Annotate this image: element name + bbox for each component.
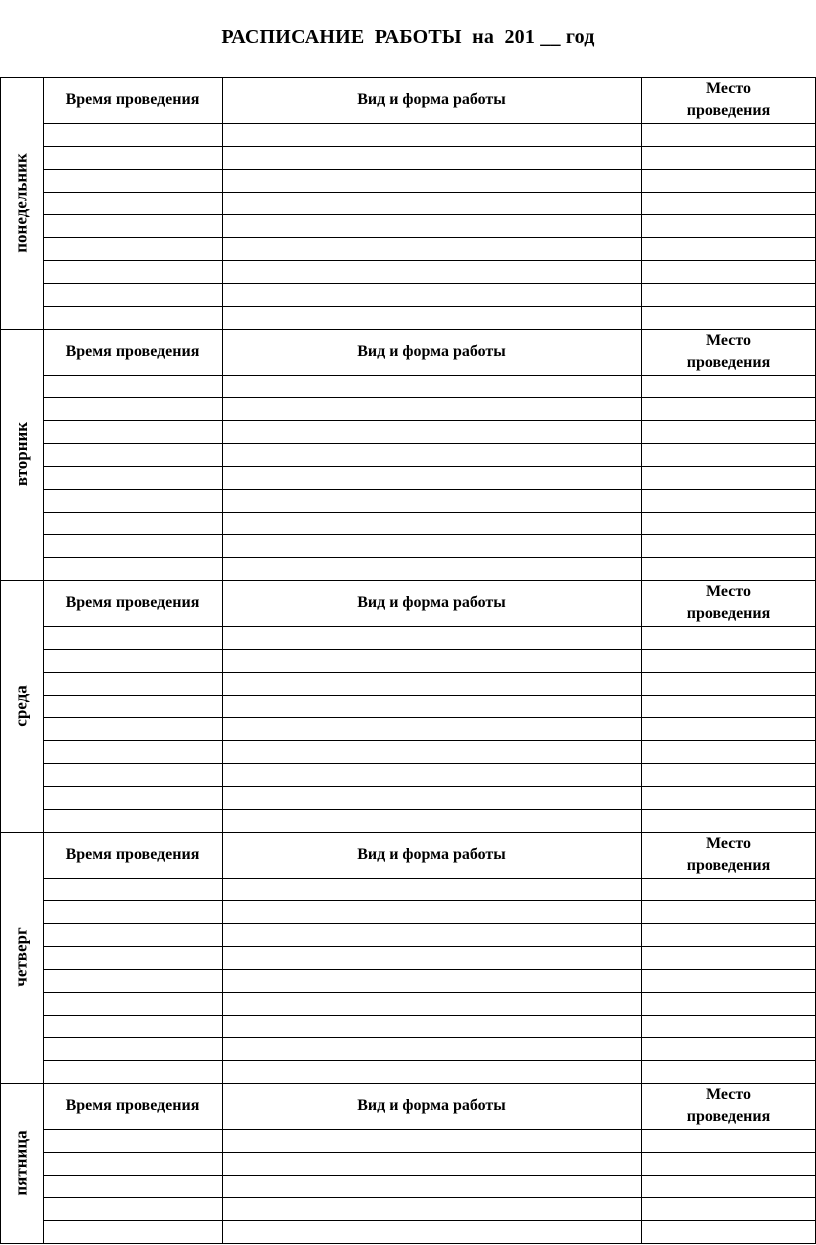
table-row [43, 443, 816, 444]
table-row [43, 1060, 816, 1061]
column-divider [641, 329, 642, 581]
table-row [43, 900, 816, 901]
table-row [43, 1197, 816, 1198]
column-header-time: Время проведения [65, 1097, 200, 1114]
header-divider [43, 1129, 816, 1130]
column-header-activity: Вид и форма работы [357, 91, 506, 108]
day-label: вторник [12, 422, 32, 487]
table-row [43, 1015, 816, 1016]
column-header-place-line1: Место [706, 1086, 751, 1103]
table-row [43, 557, 816, 558]
table-row [43, 1220, 816, 1221]
day-label-cell [1, 832, 43, 1084]
table-row [43, 466, 816, 467]
day-label: четверг [12, 927, 32, 987]
column-divider [641, 77, 642, 329]
column-divider [222, 832, 223, 1084]
column-header-place-line2: проведения [686, 856, 771, 874]
column-divider [641, 1083, 642, 1243]
day-label-cell [1, 580, 43, 832]
table-row [43, 237, 816, 238]
column-header-place-line2: проведения [686, 102, 771, 119]
column-header-place-line1: Место [706, 834, 751, 852]
table-row [43, 672, 816, 673]
column-divider [222, 580, 223, 832]
table-row [43, 283, 816, 284]
column-header-activity: Вид и форма работы [357, 594, 506, 611]
column-header-place-line1: Место [706, 80, 751, 97]
table-row [43, 214, 816, 215]
column-header-activity: Вид и форма работы [357, 342, 506, 360]
day-label: понедельник [12, 153, 31, 253]
day-label: среда [11, 685, 31, 727]
table-row [43, 146, 816, 147]
day-block-divider [0, 1243, 816, 1244]
table-row [43, 192, 816, 193]
day-label-cell [1, 1083, 43, 1243]
day-label-cell [1, 77, 43, 329]
table-row [43, 397, 816, 398]
column-header-time: Время проведения [65, 845, 200, 863]
table-row [43, 260, 816, 261]
table-row [43, 923, 816, 924]
day-label: пятница [12, 1130, 32, 1196]
column-header-place-line1: Место [706, 331, 751, 349]
table-row [43, 169, 816, 170]
table-row [43, 1152, 816, 1153]
table-row [43, 740, 816, 741]
table-border-left [0, 77, 1, 1244]
table-row [43, 969, 816, 970]
column-divider [641, 832, 642, 1084]
table-row [43, 1037, 816, 1038]
table-row [43, 420, 816, 421]
header-divider [43, 123, 816, 124]
column-header-time: Время проведения [65, 594, 200, 611]
column-header-place-line2: проведения [686, 605, 771, 622]
column-divider [222, 77, 223, 329]
table-row [43, 695, 816, 696]
table-row [43, 786, 816, 787]
table-row [43, 809, 816, 810]
header-divider [43, 626, 816, 627]
day-label-cell [1, 329, 43, 581]
column-header-place [641, 832, 816, 878]
column-header-place-line2: проведения [686, 1108, 771, 1125]
column-header-time: Время проведения [65, 91, 200, 108]
table-row [43, 512, 816, 513]
column-header-place [641, 580, 816, 626]
column-header-place [641, 329, 816, 375]
column-divider [222, 329, 223, 581]
column-header-place-line1: Место [706, 583, 751, 600]
column-divider [641, 580, 642, 832]
table-row [43, 1175, 816, 1176]
table-row [43, 992, 816, 993]
column-header-time: Время проведения [65, 342, 200, 360]
header-divider [43, 878, 816, 879]
column-header-place-line2: проведения [686, 353, 771, 371]
table-row [43, 489, 816, 490]
table-row [43, 649, 816, 650]
column-header-place [641, 77, 816, 123]
table-row [43, 717, 816, 718]
column-header-activity: Вид и форма работы [357, 1097, 506, 1114]
table-row [43, 763, 816, 764]
column-divider [222, 1083, 223, 1243]
header-divider [43, 375, 816, 376]
column-header-activity: Вид и форма работы [357, 845, 506, 863]
column-header-place [641, 1083, 816, 1129]
page-title: РАСПИСАНИЕ РАБОТЫ на 201 __ год [221, 26, 595, 48]
day-column-divider [43, 77, 44, 1244]
table-row [43, 534, 816, 535]
table-row [43, 946, 816, 947]
table-row [43, 306, 816, 307]
